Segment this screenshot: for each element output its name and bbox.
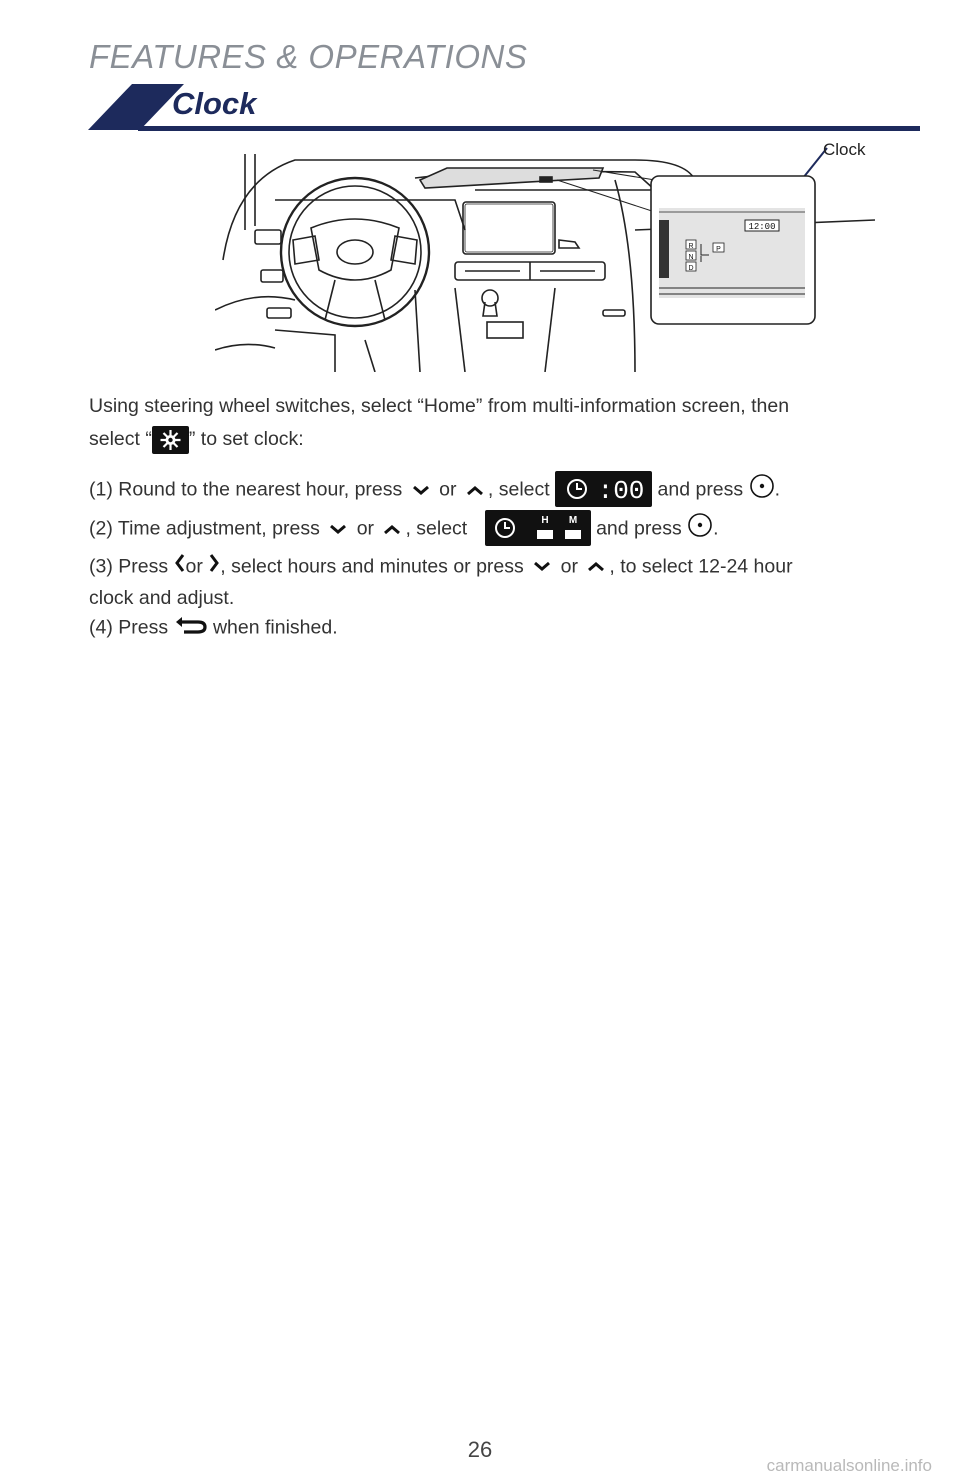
section-title: FEATURES & OPERATIONS <box>89 38 528 75</box>
chevron-up-icon <box>583 553 609 582</box>
step-4: (4) Press when finished. <box>89 613 889 644</box>
chevron-down-icon <box>325 515 351 545</box>
step-3: (3) Press or , select hours and minutes or press or , to select 12-24 hour clock and adjust. (4) Press when finished. <box>89 551 889 644</box>
dashboard-illustration <box>215 140 875 372</box>
page-title: Clock <box>172 86 257 121</box>
enter-button-icon <box>749 473 775 508</box>
svg-text:N: N <box>688 254 694 261</box>
page-number: 26 <box>467 1437 493 1462</box>
svg-text:D: D <box>688 265 694 272</box>
chevron-left-icon <box>174 551 186 584</box>
chevron-down-icon <box>529 553 555 582</box>
back-arrow-icon <box>174 613 208 644</box>
display-time: 12:00 <box>748 222 776 232</box>
chevron-up-icon <box>462 476 488 506</box>
watermark: carmanualsonline.info <box>766 1456 932 1475</box>
chevron-up-icon <box>379 515 405 545</box>
chevron-down-icon <box>408 476 434 506</box>
svg-text:H: H <box>541 515 549 526</box>
callout-label: Clock <box>823 140 866 159</box>
time-adjust-display-icon <box>485 510 591 546</box>
intro-paragraph: Using steering wheel switches, select “Home” from multi-information screen, then select “ ” to set clock: <box>89 391 889 454</box>
step-1: (1) Round to the nearest hour, press or , select :00 and press . <box>89 473 889 508</box>
chevron-right-icon <box>208 551 220 584</box>
svg-text:M: M <box>568 515 577 526</box>
svg-text:R: R <box>688 243 694 250</box>
svg-text::00: :00 <box>597 476 645 506</box>
svg-text:P: P <box>716 246 721 253</box>
settings-gear-icon <box>152 426 189 454</box>
enter-button-icon <box>687 512 713 547</box>
round-hour-display-icon <box>555 471 652 507</box>
step-2: (2) Time adjustment, press or , select H M and press . <box>89 512 889 547</box>
